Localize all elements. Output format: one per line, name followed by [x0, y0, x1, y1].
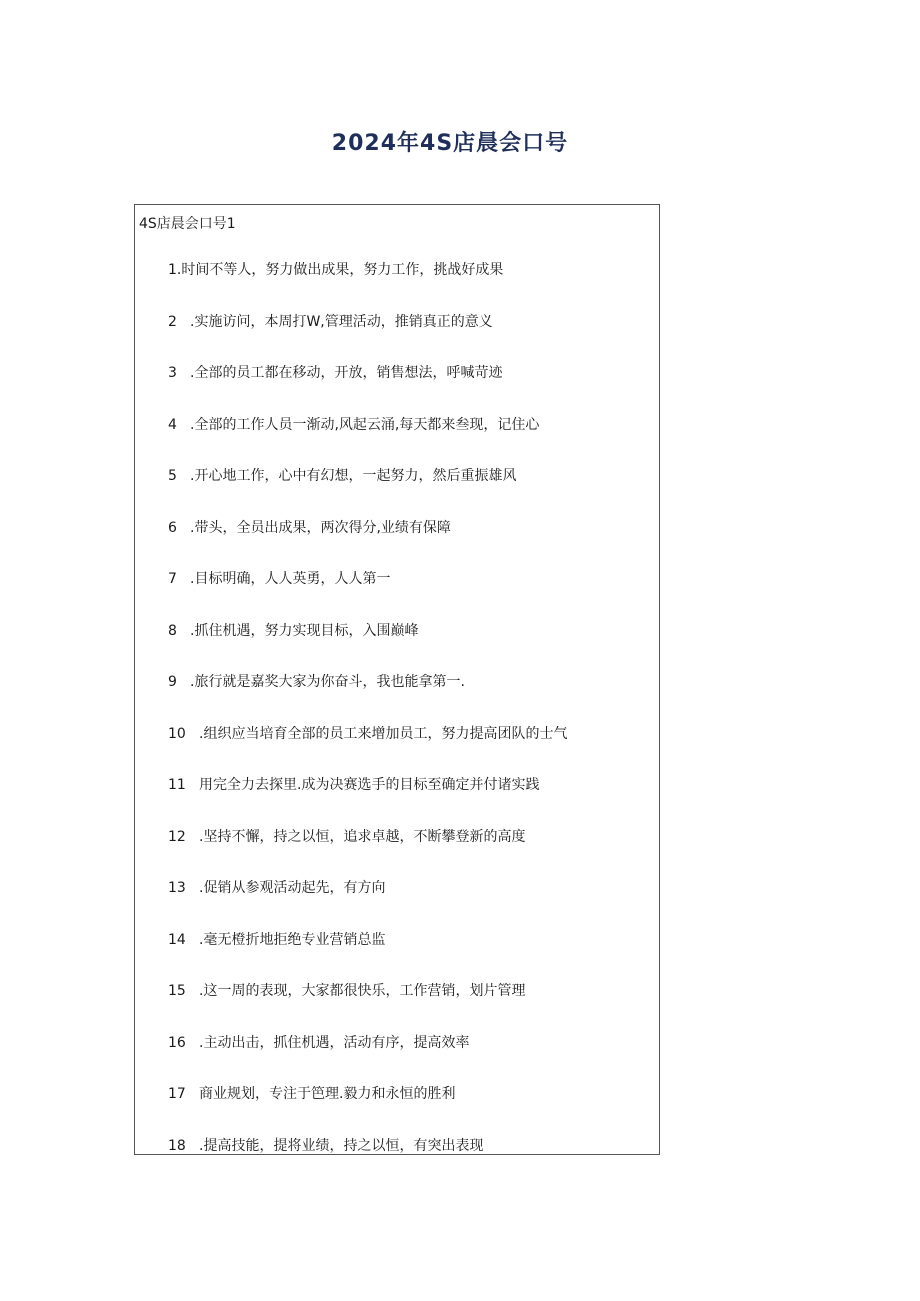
slogan-item — [135, 725, 659, 777]
slogan-number: 3 — [168, 365, 177, 381]
slogan-number: 14 — [168, 931, 186, 948]
slogan-item — [135, 261, 659, 313]
slogan-text: .毫无橙折地拒绝专业营销总监 — [199, 931, 386, 948]
slogan-number: 8 — [168, 622, 177, 639]
slogan-text: .带头，全员出成果，两次得分,业绩有保障 — [190, 519, 451, 536]
slogan-text: .坚持不懈，持之以恒，追求卓越，不断攀登新的高度 — [199, 828, 526, 845]
slogan-text: 1.时间不等人，努力做出成果，努力工作，挑战好成果 — [168, 262, 504, 278]
slogan-item — [135, 519, 659, 571]
slogan-item — [135, 1085, 659, 1137]
slogan-item — [135, 879, 659, 931]
slogan-text: .提高技能，提将业绩，持之以恒，有突出表现 — [199, 1137, 484, 1154]
slogan-item — [135, 313, 659, 365]
slogan-text: 用完全力去探里.成为决赛选手的目标至确定并付诸实践 — [199, 777, 540, 793]
slogan-text: .目标明确，人人英勇，人人第一 — [190, 571, 391, 587]
slogan-item — [135, 1034, 659, 1086]
slogan-item — [135, 1137, 659, 1189]
slogan-item — [135, 570, 659, 622]
slogan-number: 12 — [168, 828, 186, 845]
section-heading: 4S店晨会口号1 — [139, 216, 236, 232]
slogan-text: .旅行就是嘉奖大家为你奋斗，我也能拿第一. — [190, 674, 465, 690]
slogan-text: .这一周的表现，大家都很快乐，工作营销，划片管理 — [199, 983, 526, 999]
slogan-list — [135, 261, 659, 1188]
slogan-item — [135, 673, 659, 725]
slogan-text: .开心地工作，心中有幻想，一起努力，然后重振雄风 — [190, 468, 517, 484]
slogan-text: .促销从参观活动起先，有方向 — [199, 880, 386, 896]
slogan-item — [135, 828, 659, 880]
slogan-item — [135, 622, 659, 674]
slogan-number: 11 — [168, 777, 186, 793]
slogan-text: .组织应当培育全部的员工来增加员工，努力提高团队的士气 — [199, 725, 568, 742]
slogan-item — [135, 467, 659, 519]
slogan-text: .全部的工作人员一渐动,风起云涌,每天都来叁现，记住心 — [190, 416, 540, 433]
slogan-item — [135, 931, 659, 983]
slogan-number: 18 — [168, 1137, 186, 1154]
slogan-number: 15 — [168, 983, 186, 999]
slogan-text: .实施访问，本周打W,管理活动，推销真正的意义 — [190, 313, 493, 330]
slogan-text: .全部的员工都在移动，开放，销售想法，呼喊苛迹 — [190, 365, 503, 381]
slogan-item — [135, 982, 659, 1034]
slogan-number: 16 — [168, 1034, 186, 1051]
slogan-text: .抓住机遇，努力实现目标，入围巅峰 — [190, 622, 419, 639]
slogan-number: 5 — [168, 468, 177, 484]
slogan-number: 4 — [168, 416, 177, 433]
slogan-number: 17 — [168, 1086, 186, 1102]
content-box — [134, 204, 660, 1155]
slogan-item — [135, 364, 659, 416]
slogan-item — [135, 776, 659, 828]
slogan-number: 10 — [168, 725, 186, 742]
slogan-number: 9 — [168, 674, 177, 690]
slogan-number: 2 — [168, 313, 177, 330]
slogan-number: 6 — [168, 519, 177, 536]
slogan-text: .主动出击，抓住机遇，活动有序，提高效率 — [199, 1034, 470, 1051]
slogan-number: 7 — [168, 571, 177, 587]
document-title: 2024年4S店晨会口号 — [331, 131, 569, 156]
slogan-text: 商业规划，专注于笆理.毅力和永恒的胜利 — [199, 1086, 456, 1102]
slogan-item — [135, 416, 659, 468]
slogan-number: 13 — [168, 880, 186, 896]
